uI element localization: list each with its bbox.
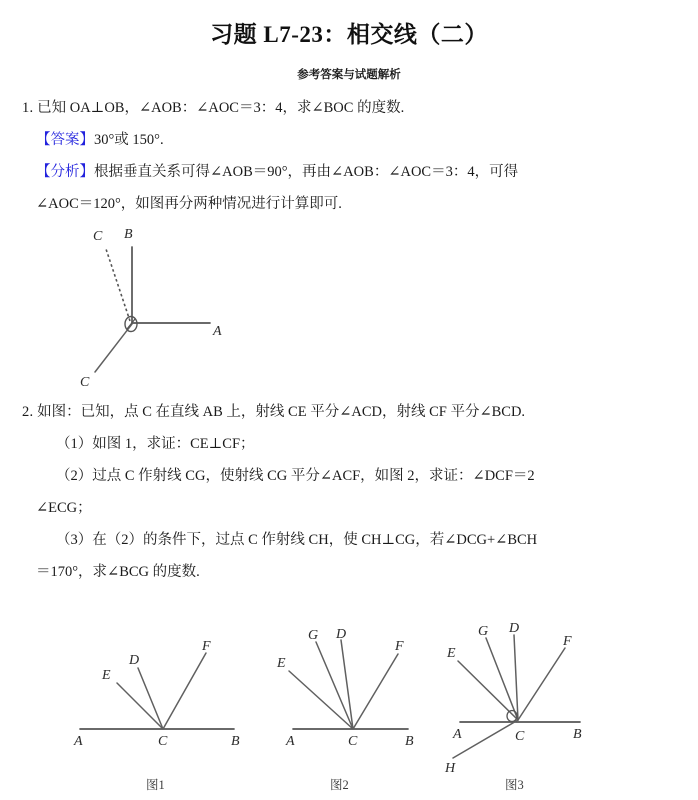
problem-1-statement [22, 98, 404, 118]
ray-cf-3 [518, 648, 565, 720]
label-f-fig1: F [202, 639, 211, 654]
label-c-fig3: C [515, 729, 525, 744]
label-c-lower: C [80, 375, 90, 390]
label-a-fig2: A [286, 734, 295, 749]
analysis-text-1: 根据垂直关系可得∠AOB＝90°，再由∠AOB：∠AOC＝3：4，可得 [94, 164, 519, 180]
label-b-fig1: B [231, 734, 240, 749]
figure-2-caption: 图2 [330, 778, 349, 792]
problem-2-part-2-cont: ∠ECG； [36, 500, 92, 516]
ray-cf-2 [353, 654, 398, 729]
ray-cf-1 [163, 653, 206, 729]
label-a: A [213, 324, 222, 339]
figure-3 [445, 620, 665, 776]
label-a-fig3: A [453, 727, 462, 742]
label-e-fig1: E [102, 668, 111, 683]
label-d-fig2: D [336, 627, 347, 642]
analysis-label: 【分析】 [36, 164, 94, 180]
problem-2-part-3: （3）在（2）的条件下，过点 C 作射线 CH，使 CH⊥CG，若∠DCG+∠BCH [56, 532, 538, 548]
ray-oc-dashed [106, 249, 130, 321]
label-d-fig3: D [509, 621, 520, 636]
ray-ch-3 [453, 720, 518, 758]
problem-1-analysis-line-2: ∠AOC＝120°，如图再分两种情况进行计算即可. [36, 196, 342, 212]
label-h-fig3: H [445, 761, 456, 776]
problem-2-part-1: （1）如图 1，求证：CE⊥CF； [56, 436, 255, 452]
right-angle-mark-fig3 [507, 711, 517, 722]
answer-label: 【答案】 [36, 132, 94, 148]
problem-2-part-3-cont: ＝170°，求∠BCG 的度数. [36, 564, 200, 580]
ray-ce-2 [289, 671, 353, 729]
problem-1-answer [36, 130, 164, 150]
vertex-o-slash [127, 319, 135, 329]
problem-1-number: 1. [22, 100, 34, 116]
ray-cd-1 [138, 668, 163, 729]
label-b-fig3: B [573, 727, 582, 742]
problem-1-text: 已知 OA⊥OB，∠AOB：∠AOC＝3：4，求∠BOC 的度数. [37, 100, 405, 116]
ray-oc-solid [95, 324, 132, 372]
problem-2-part-2: （2）过点 C 作射线 CG，使射线 CG 平分∠ACF，如图 2，求证：∠DCF＝2 [56, 468, 535, 484]
label-c-upper: C [93, 229, 103, 244]
label-c-fig1: C [158, 734, 168, 749]
figure-1 [60, 630, 260, 760]
problem-2-text: 如图：已知，点 C 在直线 AB 上，射线 CE 平分∠ACD，射线 CF 平分∠BCD. [37, 404, 526, 420]
label-c-fig2: C [348, 734, 358, 749]
problem-1-analysis-line-1 [36, 162, 518, 182]
label-f-fig3: F [563, 634, 572, 649]
label-a-fig1: A [74, 734, 83, 749]
label-g-fig3: G [478, 624, 489, 639]
label-b-fig2: B [405, 734, 414, 749]
figure-1-caption: 图1 [146, 778, 165, 792]
label-f-fig2: F [395, 639, 404, 654]
perpendicular-rays-diagram [50, 225, 270, 400]
label-e-fig3: E [447, 646, 456, 661]
problem-2-statement [22, 402, 525, 422]
figure-3-caption: 图3 [505, 778, 524, 792]
label-g-fig2: G [308, 628, 319, 643]
label-b: B [124, 227, 133, 242]
label-e-fig2: E [277, 656, 286, 671]
answer-text: 30°或 150°. [94, 132, 164, 148]
ray-cg-3 [486, 638, 518, 720]
problem-2-number: 2. [22, 404, 34, 420]
ray-cd-3 [514, 635, 518, 720]
page-subtitle: 参考答案与试题解析 [297, 69, 401, 81]
page-title: 习题 L7-23：相交线（二） [210, 22, 488, 47]
label-d-fig1: D [129, 653, 140, 668]
ray-ce-1 [117, 683, 163, 729]
